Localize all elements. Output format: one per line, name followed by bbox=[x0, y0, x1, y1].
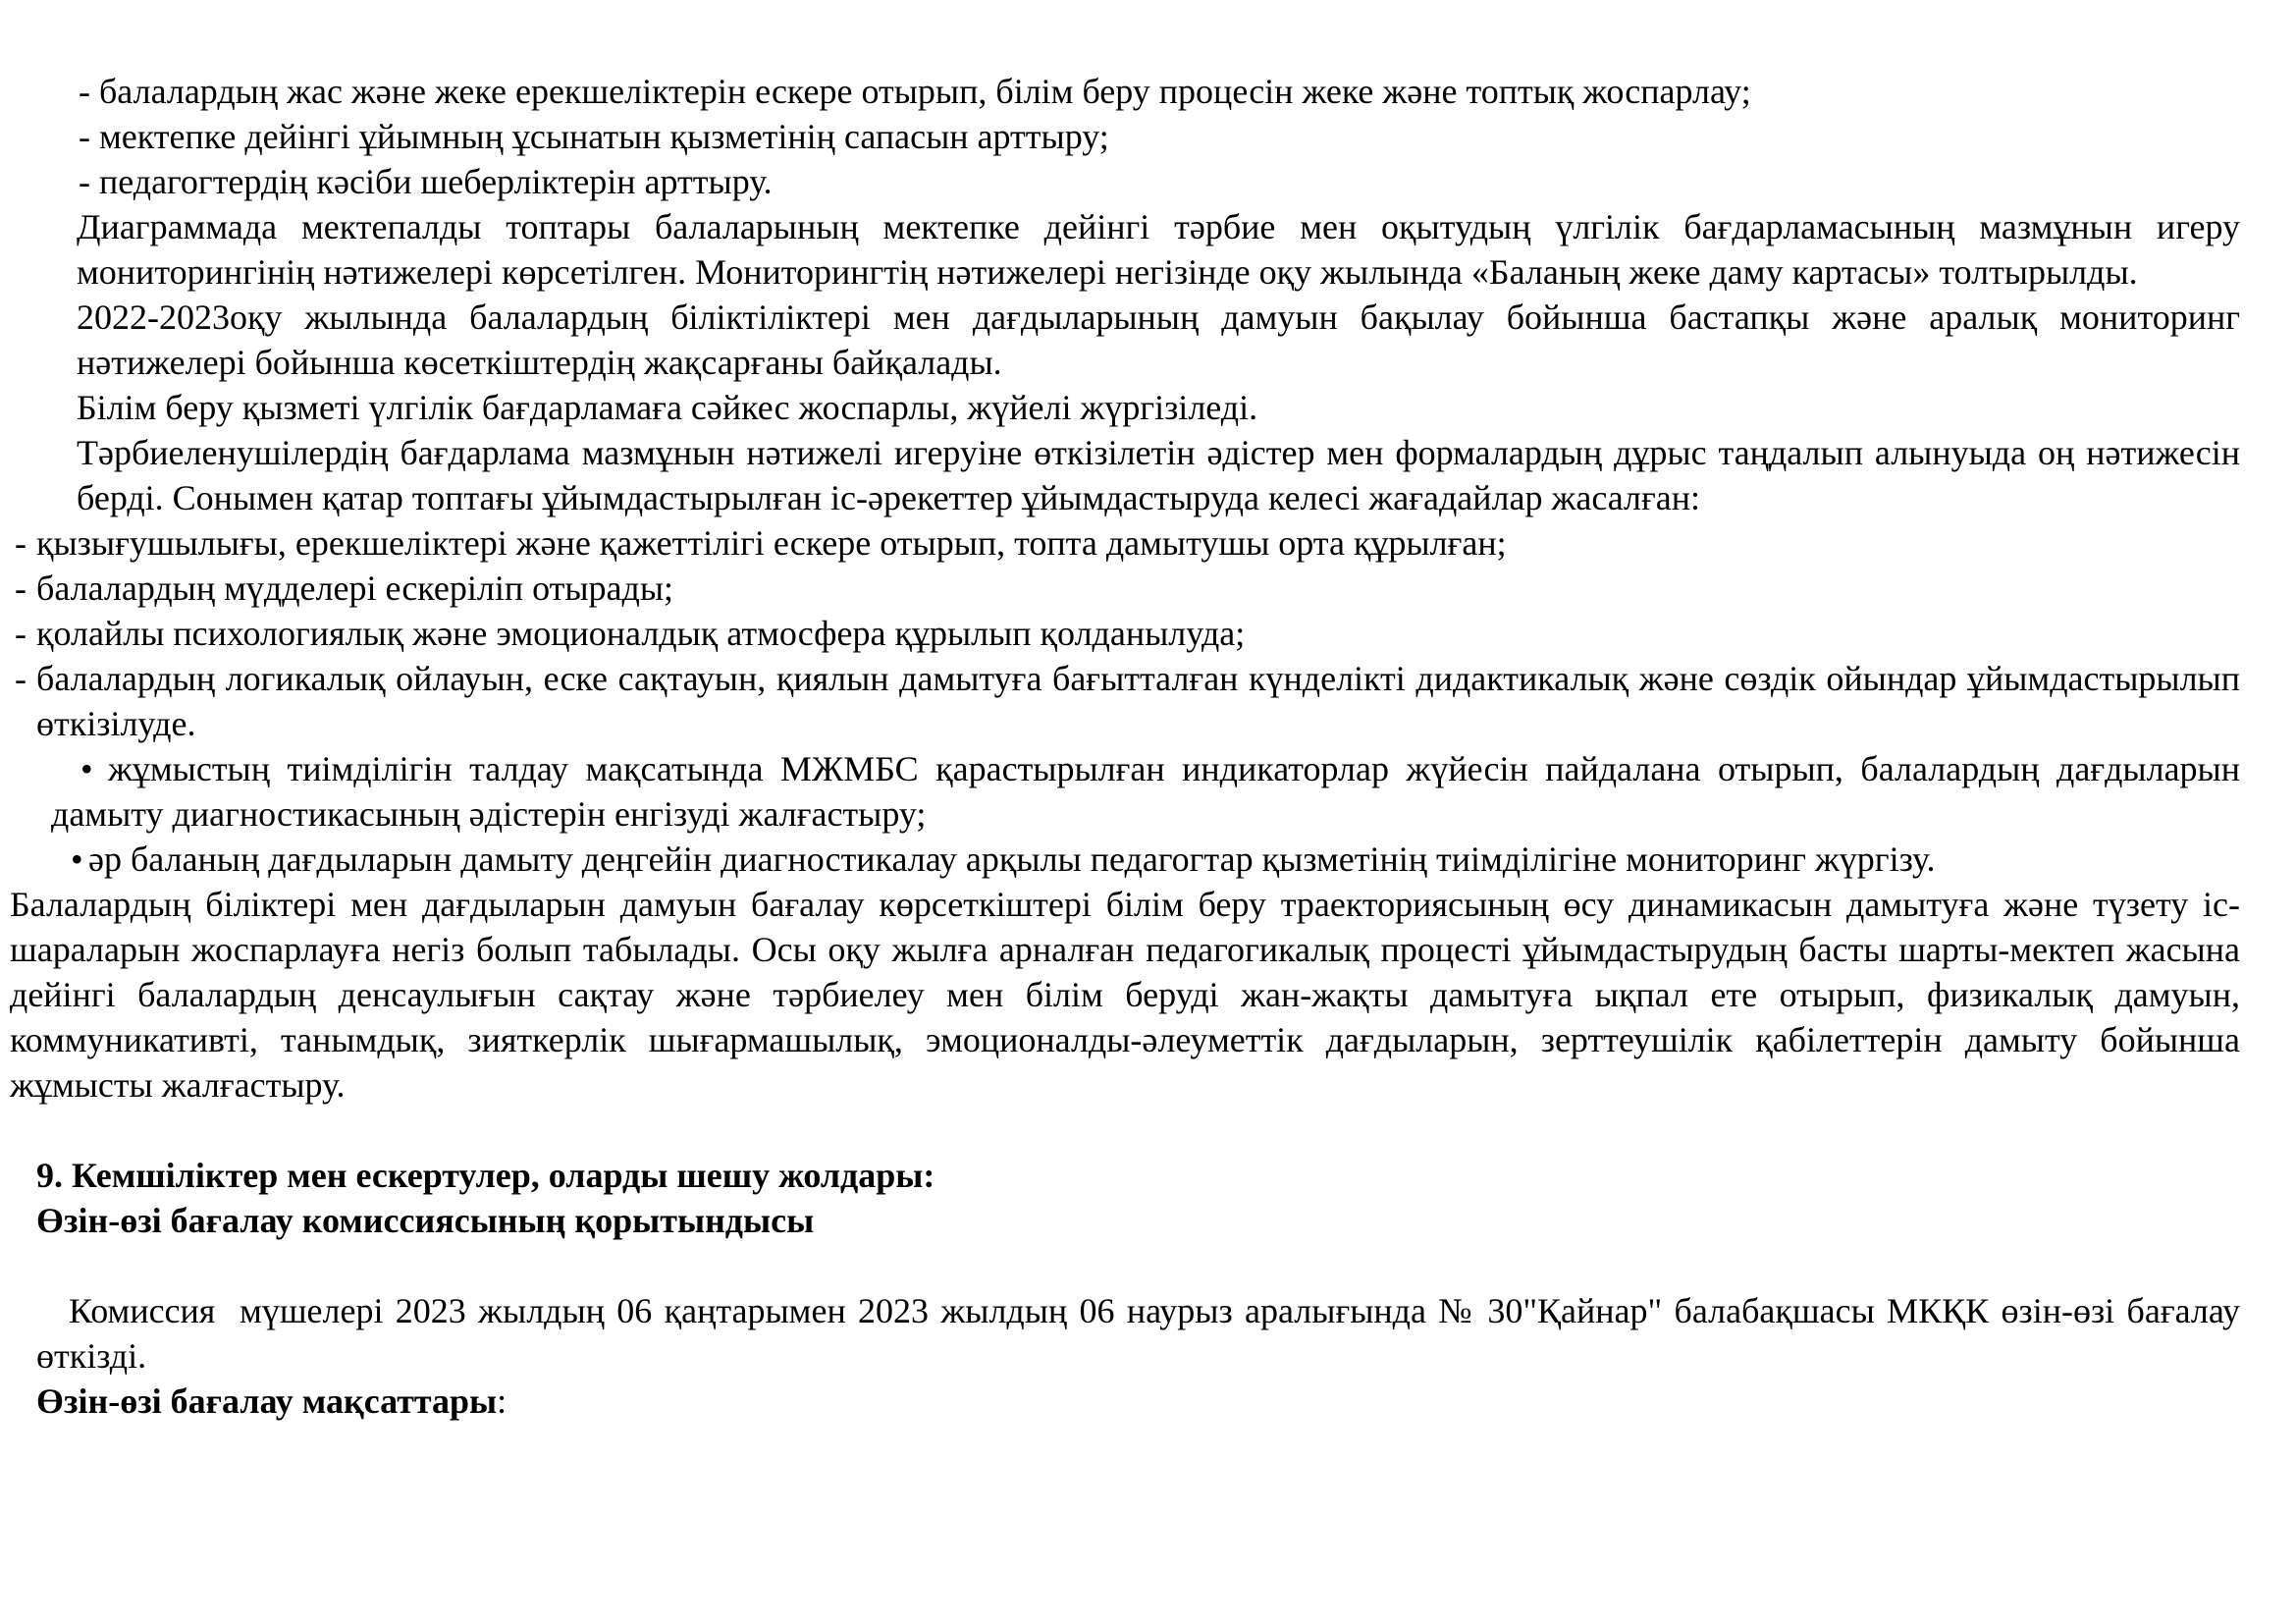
vertical-spacer bbox=[0, 1108, 2240, 1153]
paragraph-closing-assessment: Балалардың біліктері мен дағдыларын дамуын бағалау көрсеткіштері білім беру траекториясының өсу динамикасын дамытуға және түзету іс-шараларын жоспарлауға негіз болып табылады. Осы оқу жылға арналған педагогикалық процесті ұйымдастырудың басты шарты-мектеп жасына дейінгі балалардың денсаулығын сақтау және тәрбиелеу мен білім беруді жан-жақты дамытуға ықпал ете отырып, физикалық дамуын, коммуникативті, танымдық, зияткерлік шығармашылық, эмоционалды-әлеуметтік дағдыларын, зерттеушілік қабілеттерін дамыту бойынша жұмысты жалғастыру. bbox=[10, 885, 2240, 1105]
vertical-spacer bbox=[0, 1243, 2240, 1288]
list-item-text: балалардың мүдделері ескеріліп отырады; bbox=[36, 568, 674, 608]
paragraph-monitoring-diagram: Диаграммада мектепалды топтары балаларының мектепке дейінгі тәрбие мен оқытудың үлгілік бағдарламасының мазмұнын игеру мониторингінің нәтижелері көрсетілген. Мониторингтің нәтижелері негізінде оқу жылында «Баланың жеке даму картасы» толтырылды. bbox=[77, 207, 2240, 292]
self-assessment-goals-colon: : bbox=[497, 1381, 507, 1421]
section9-heading: 9. Кемшіліктер мен ескертулер, оларды шешу жолдары: bbox=[36, 1156, 935, 1195]
bullet-item bbox=[51, 746, 2240, 837]
bullet-item-text: жұмыстың тиімділігін талдау мақсатында МЖМБС қарастырылған индикаторлар жүйесін пайдалана отырып, балалардың дағдыларын дамыту диагностикасының әдістерін енгізуді жалғастыру; bbox=[51, 749, 2240, 834]
list-item bbox=[15, 611, 2240, 656]
list-item-text: қолайлы психологиялық және эмоционалдық атмосфера құрылып қолданылуда; bbox=[36, 614, 1246, 653]
list-item bbox=[15, 656, 2240, 746]
self-assessment-goals-label: Өзін-өзі бағалау мақсаттары bbox=[36, 1381, 498, 1421]
objective-line: - педагогтердің кәсіби шеберліктерін арттыру. bbox=[79, 162, 773, 201]
paragraph-2022-2023-results: 2022-2023оқу жылында балалардың біліктіліктері мен дағдыларының дамуын бақылау бойынша бастапқы және аралық мониторинг нәтижелері бойынша көсеткіштердің жақсарғаны байқалады. bbox=[77, 298, 2240, 382]
list-dash-marker: - bbox=[15, 568, 27, 608]
list-item-text: қызығушылығы, ерекшеліктері және қажеттілігі ескере отырып, топта дамытушы орта құрылған; bbox=[36, 523, 1507, 563]
paragraph-education-activity: Білім беру қызметі үлгілік бағдарламаға сәйкес жоспарлы, жүйелі жүргізіледі. bbox=[77, 388, 1258, 427]
section9-subheading: Өзін-өзі бағалау комиссиясының қорытындысы bbox=[36, 1201, 815, 1240]
list-dash-marker: - bbox=[15, 614, 27, 653]
list-item-text: балалардың логикалық ойлауын, еске сақтауын, қиялын дамытуға бағытталған күнделікті дидактикалық және сөздік ойындар ұйымдастырылып өткізілуде. bbox=[36, 659, 2240, 743]
list-item bbox=[15, 520, 2240, 566]
bullet-item-text: әр баланың дағдыларын дамыту деңгейін диагностикалау арқылы педагогтар қызметінің тиімділігіне мониторинг жүргізу. bbox=[88, 839, 1936, 879]
paragraph-commission: Комиссия мүшелері 2023 жылдың 06 қаңтарымен 2023 жылдың 06 наурыз аралығында № 30"Қайнар" балабақшасы МКҚК өзін-өзі бағалау өткізді. bbox=[36, 1291, 2240, 1376]
bullet-item bbox=[71, 837, 2240, 882]
self-assessment-goals-line bbox=[36, 1379, 2240, 1424]
list-dash-marker: - bbox=[15, 523, 27, 563]
list-dash-marker: - bbox=[15, 659, 27, 698]
paragraph-methods-forms: Тәрбиеленушілердің бағдарлама мазмұнын нәтижелі игеруіне өткізілетін әдістер мен формалардың дұрыс таңдалып алынуыда оң нәтижесін берді. Сонымен қатар топтағы ұйымдастырылған іс-әрекеттер ұйымдастыруда келесі жағадайлар жасалған: bbox=[77, 433, 2240, 517]
bullet-marker: • bbox=[71, 839, 83, 879]
objective-line: - мектепке дейінгі ұйымның ұсынатын қызметінің сапасын арттыру; bbox=[79, 117, 1109, 156]
list-item bbox=[15, 566, 2240, 611]
objective-line: - балалардың жас және жеке ерекшеліктерін ескере отырып, білім беру процесін жеке және топтық жоспарлау; bbox=[79, 72, 1751, 111]
bullet-marker: • bbox=[80, 749, 93, 788]
